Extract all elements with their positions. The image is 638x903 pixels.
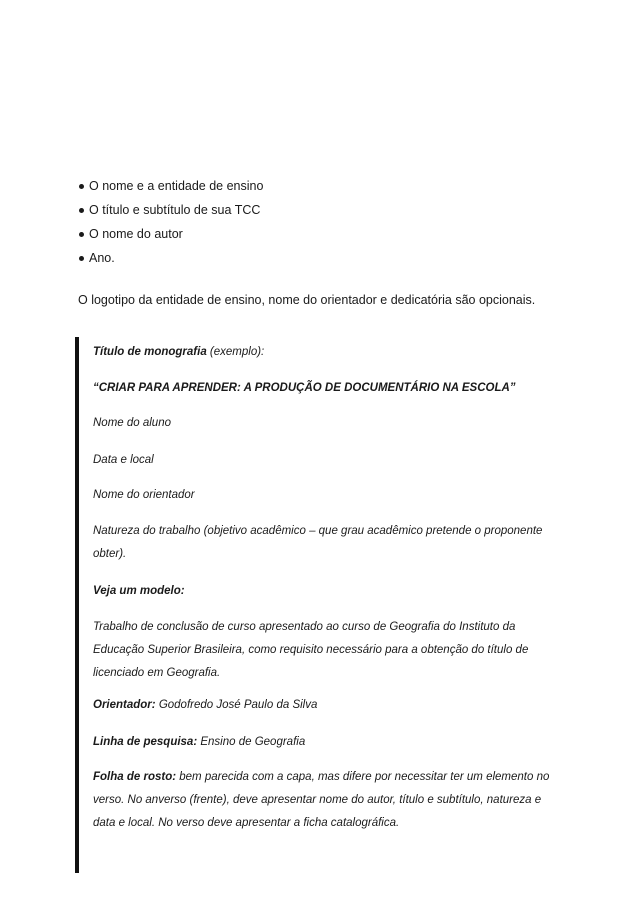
research-line: Linha de pesquisa: Ensino de Geografia (93, 736, 306, 748)
bullet-dot-icon (79, 184, 84, 189)
list-item: Ano. (64, 248, 263, 272)
blockquote-bar (75, 337, 79, 873)
bullet-dot-icon (79, 256, 84, 261)
advisor-line: Orientador: Godofredo José Paulo da Silva (93, 699, 318, 711)
title-page-paragraph: Folha de rosto: bem parecida com a capa, mas difere por necessitar ter um elemento no verso. No anverso (frente), deve apresentar nome do autor, título e subtítulo, natureza e data e local. No verso deve apresentar a ficha catalográfica. (93, 771, 550, 829)
list-item: O nome do autor (64, 224, 263, 248)
required-items-list (64, 176, 263, 272)
model-heading: Veja um modelo: (93, 585, 185, 597)
model-paragraph: Trabalho de conclusão de curso apresentado ao curso de Geografia do Instituto da Educação Superior Brasileira, como requisito necessário para a obtenção do título de licenciado em Geografia. (93, 621, 529, 679)
monograph-title-label: Título de monografia (exemplo): (93, 346, 265, 358)
bullet-dot-icon (79, 208, 84, 213)
work-nature-paragraph: Natureza do trabalho (objetivo acadêmico – que grau acadêmico pretende o proponente obter). (93, 525, 543, 560)
bullet-dot-icon (79, 232, 84, 237)
advisor-name-line: Nome do orientador (93, 489, 195, 501)
example-title: “CRIAR PARA APRENDER: A PRODUÇÃO DE DOCUMENTÁRIO NA ESCOLA” (93, 382, 516, 394)
list-item: O nome e a entidade de ensino (64, 176, 263, 200)
student-name-line: Nome do aluno (93, 417, 171, 429)
date-place-line: Data e local (93, 454, 154, 466)
list-item: O título e subtítulo de sua TCC (64, 200, 263, 224)
optional-items-paragraph: O logotipo da entidade de ensino, nome do orientador e dedicatória são opcionais. (78, 293, 536, 307)
